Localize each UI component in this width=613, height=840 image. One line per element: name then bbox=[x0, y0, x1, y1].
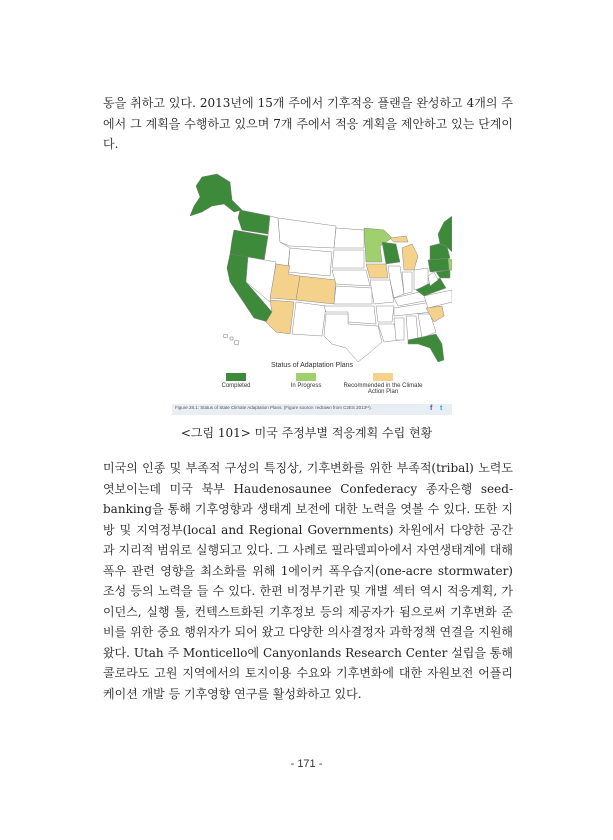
us-states-map bbox=[172, 172, 452, 362]
facebook-icon[interactable]: f bbox=[430, 405, 433, 412]
state-nebraska bbox=[332, 270, 370, 286]
state-arizona bbox=[266, 300, 294, 334]
figure-caption: <그림 101> 미국 주정부별 적응계획 수립 현황 bbox=[180, 426, 433, 440]
legend-item-in-progress bbox=[266, 373, 346, 389]
legend-swatch-completed bbox=[226, 373, 246, 381]
figure-source-strip bbox=[172, 404, 452, 415]
figure-source-note: Figure 28.1: Status of State Climate Adaptation Plans. (Figure source: redrawn from C2ES 2013¹¹). bbox=[175, 405, 372, 410]
state-montana bbox=[278, 218, 336, 248]
legend-label-completed: Completed bbox=[221, 383, 251, 389]
legend-item-completed bbox=[196, 373, 276, 389]
state-southdakota bbox=[332, 250, 364, 268]
legend-swatch-recommended bbox=[373, 373, 393, 381]
state-washington bbox=[238, 210, 270, 234]
paragraph-intro: 동을 취하고 있다. 2013년에 15개 주에서 기후적응 플랜을 완성하고 4개의 주에서 그 계획을 수행하고 있으며 7개 주에서 적응 계획을 제안하고 있는 단계이다. bbox=[103, 96, 513, 151]
legend-label-recommended: Recommended in the Climate Action Plan bbox=[343, 383, 423, 395]
state-wisconsin bbox=[382, 242, 400, 264]
state-newjersey bbox=[448, 258, 452, 270]
state-newmexico bbox=[292, 302, 326, 336]
adaptation-map-figure bbox=[172, 172, 452, 417]
legend-swatch-in-progress bbox=[296, 373, 316, 381]
page-number: - 171 - bbox=[290, 758, 323, 770]
legend-label-in-progress: In Progress bbox=[290, 383, 322, 389]
state-iowa bbox=[366, 264, 388, 278]
state-colorado bbox=[296, 276, 336, 304]
legend-title: Status of Adaptation Plans bbox=[270, 362, 354, 369]
state-hawaii bbox=[223, 334, 239, 345]
legend-item-recommended bbox=[338, 373, 428, 395]
state-mississippi bbox=[394, 318, 404, 340]
state-missouri bbox=[370, 280, 394, 304]
state-arkansas bbox=[376, 306, 394, 322]
state-alabama bbox=[406, 316, 418, 340]
twitter-icon[interactable]: t bbox=[440, 405, 443, 412]
state-indiana bbox=[402, 272, 412, 294]
state-wyoming bbox=[288, 248, 332, 276]
state-alaska bbox=[190, 174, 242, 216]
state-northdakota bbox=[334, 228, 364, 248]
state-kansas bbox=[334, 286, 372, 304]
paragraph-body: 미국의 인종 및 부족적 구성의 특징상, 기후변화를 위한 부족적(tribal) 노력도 엿보이는데 미국 북부 Haudenosaunee Confederacy 종자은행 seed-banking을 통해 기후영향과 생태계 보전에 대한 노력을 엿볼 수 있다. 또한 지방 및 지역정부(local and Regional Governments) 차원에서 다양한 공간과 지리적 범위로 실행되고 있다. 그 사례로 필라델피아에서 자연생태계에 대해 폭우 관련 영향을 최소화를 위해 1에이커 폭우습지(one-acre stormwater) 조성 등의 노력을 들 수 있다. 한편 비정부기관 및 개별 섹터 역시 적응계획, 가이던스, 실행 툴, 컨텍스트화된 기후정보 등의 제공자가 됨으로써 기후변화 준비를 위한 중요 행위자가 되어 왔고 다양한 의사결정자 과학정책 연결을 지원해왔다. Utah 주 Monticello에 Canyonlands Research Center 설립을 통해 콜로라도 고원 지역에서의 토지이용 수요와 기후변화에 대한 자원보전 어플리케이션 개발 등 기후영향 연구를 활성화하고 있다. bbox=[103, 461, 513, 701]
